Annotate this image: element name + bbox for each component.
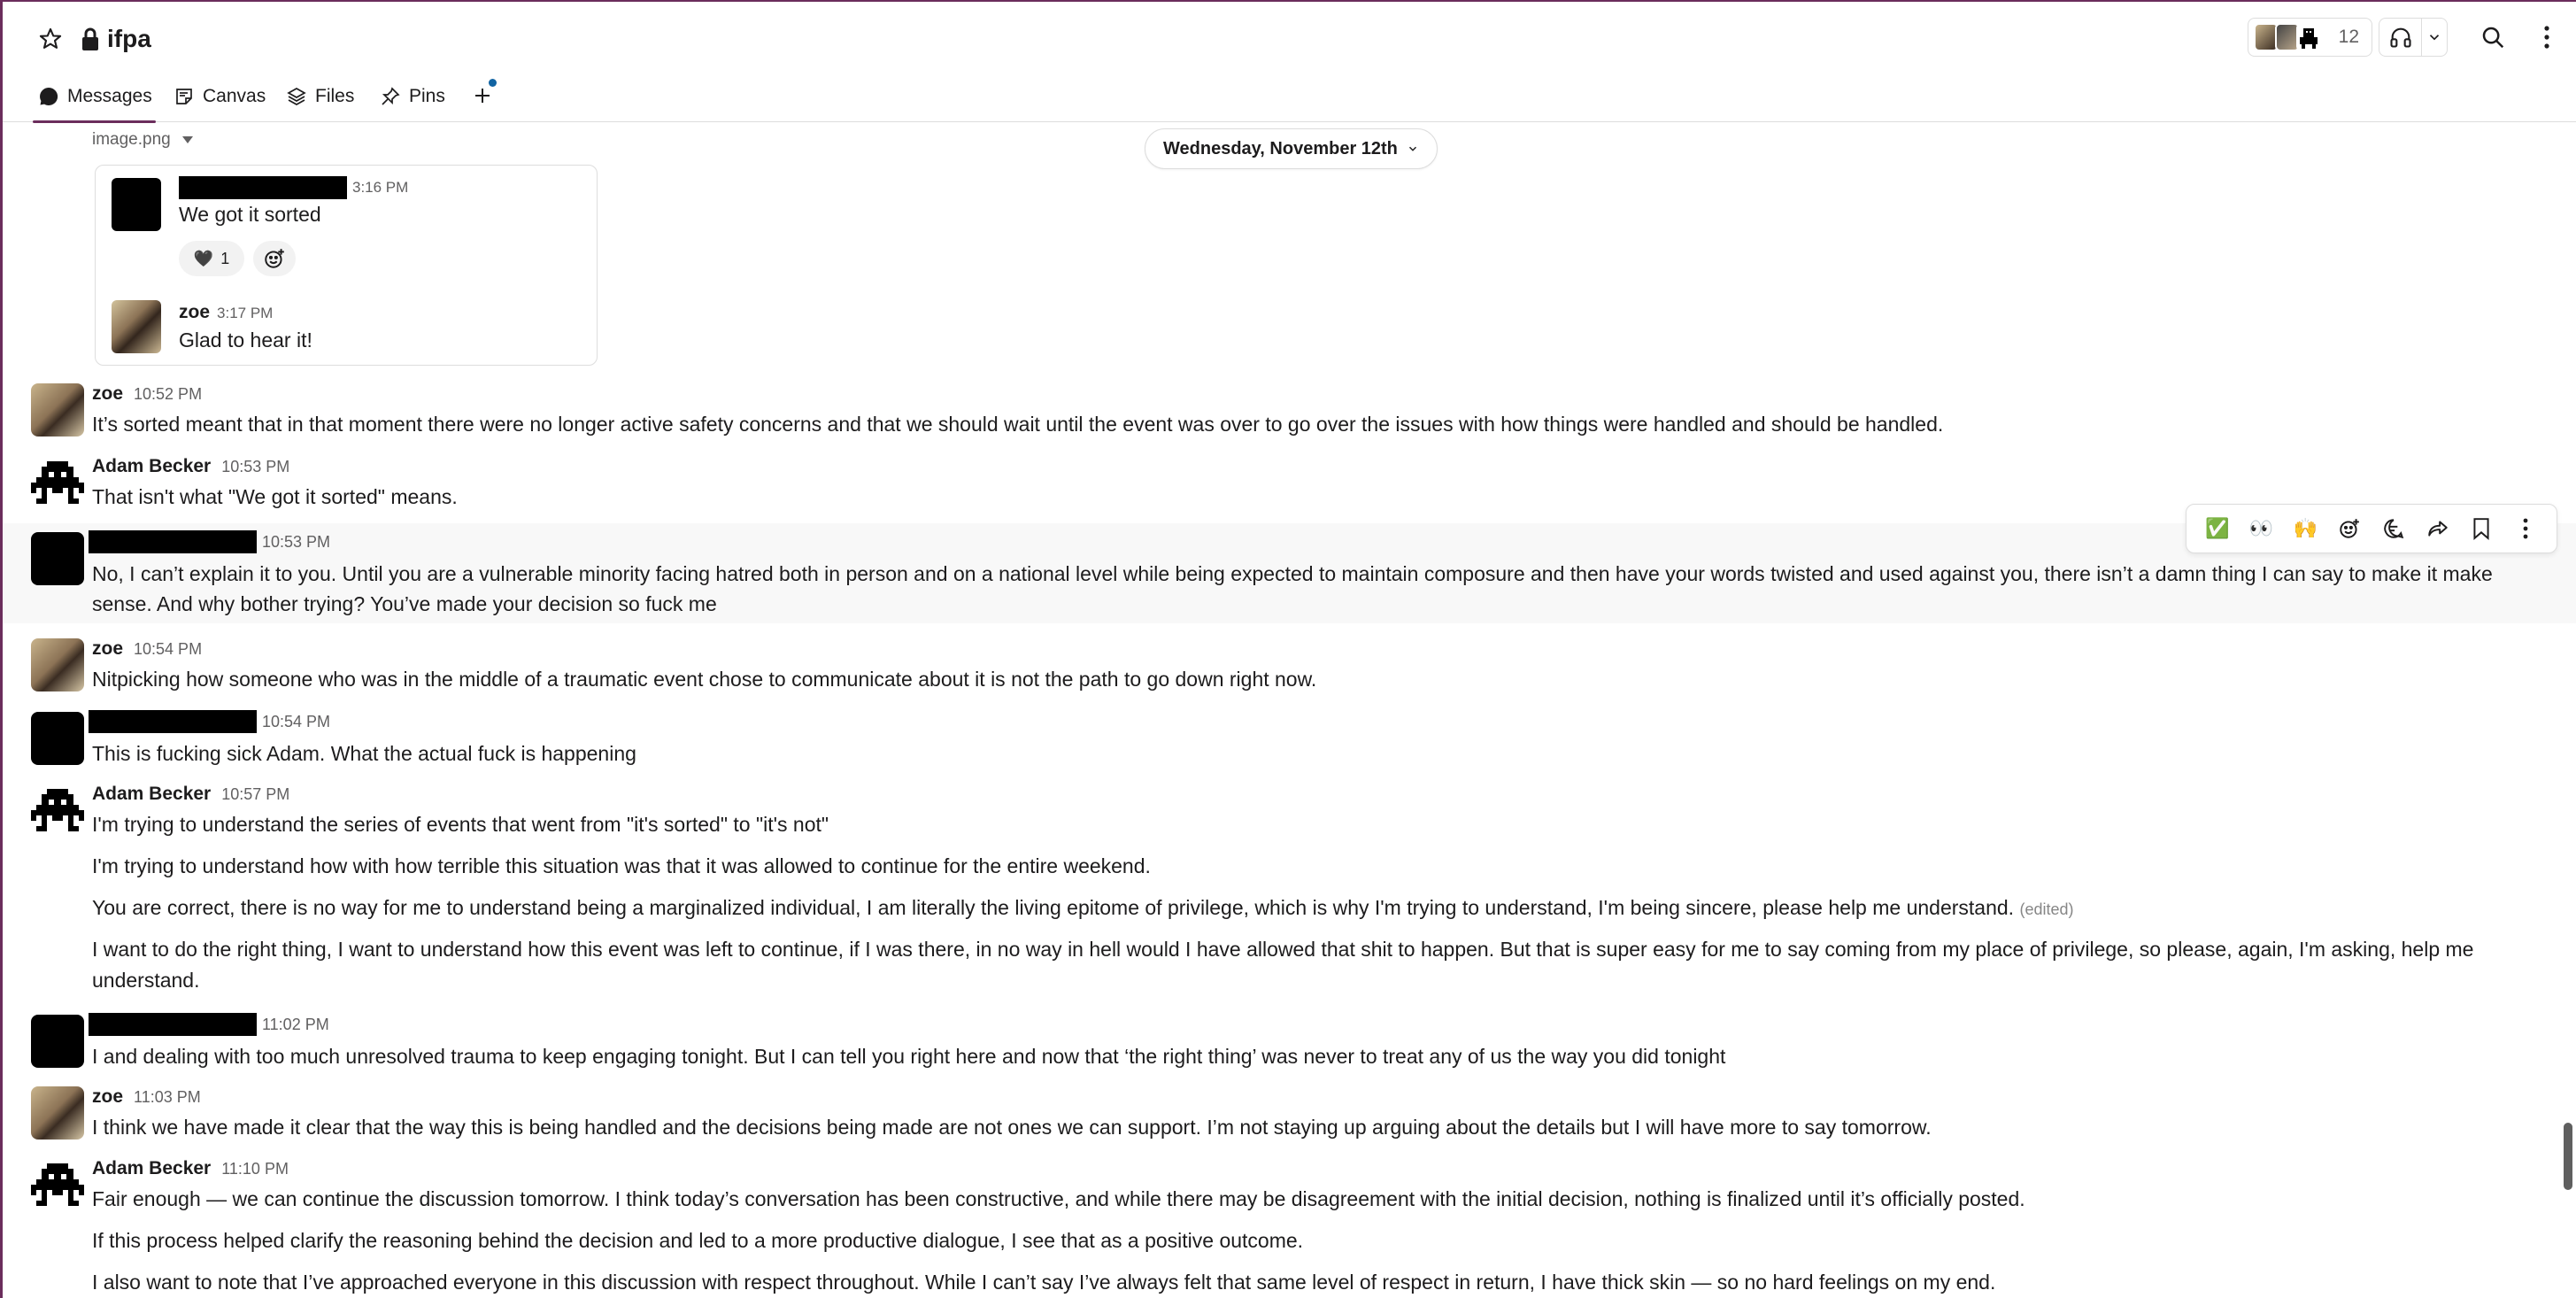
tab-label: Files (315, 86, 355, 106)
check-mark-emoji-button[interactable]: ✅ (2205, 517, 2230, 539)
message-header (179, 176, 408, 199)
message-time: 3:16 PM (352, 179, 409, 196)
search-icon[interactable] (2473, 18, 2512, 57)
message-text: We got it sorted (179, 203, 321, 226)
message-header (89, 1013, 329, 1036)
message-header (92, 456, 289, 477)
message-header (92, 784, 289, 805)
message-time[interactable]: 10:53 PM (221, 458, 290, 475)
message-actions-toolbar (2186, 504, 2557, 553)
author-name[interactable]: Adam Becker (92, 456, 212, 476)
message-text-line: I also want to note that I’ve approached everyone in this discussion with respect throughout. While I can’t say I’ve always felt that same level of respect in return, I have thick skin — so no hard feelings on my end. (92, 1271, 1996, 1294)
reaction-pill[interactable] (179, 241, 244, 276)
notification-dot (489, 79, 497, 87)
author-name[interactable]: Adam Becker (92, 1158, 212, 1178)
message-text-line (92, 892, 2074, 924)
message-text: That isn't what "We got it sorted" means. (92, 485, 458, 508)
member-count: 12 (2338, 27, 2359, 47)
author-name[interactable]: zoe (92, 383, 124, 404)
redacted-name (89, 710, 257, 733)
message-text-line: understand. (92, 969, 200, 992)
edited-label: (edited) (2019, 900, 2074, 918)
bookmark-icon[interactable] (2464, 511, 2499, 546)
attachment-preview[interactable] (95, 165, 598, 366)
message-text-line: If this process helped clarify the reasoning behind the decision and led to a more productive dialogue, I see that as a positive outcome. (92, 1229, 1304, 1252)
reply-thread-icon[interactable] (2376, 511, 2411, 546)
canvas-icon (174, 86, 195, 107)
more-vertical-icon[interactable] (2508, 511, 2543, 546)
message-text-line: I'm trying to understand the series of events that went from "it's sorted" to "it's not" (92, 813, 829, 836)
channel-name-button[interactable] (81, 19, 151, 58)
redacted-name (89, 530, 257, 553)
message-header (92, 1086, 201, 1108)
caret-down-icon[interactable] (181, 135, 194, 145)
message-time[interactable]: 11:03 PM (134, 1088, 201, 1106)
avatar[interactable] (31, 383, 84, 437)
header-actions (2222, 18, 2576, 60)
author-name[interactable]: Adam Becker (92, 784, 212, 804)
message-time[interactable]: 11:02 PM (262, 1015, 329, 1033)
scrollbar-thumb[interactable] (2564, 1123, 2572, 1190)
avatar (112, 178, 161, 231)
avatar[interactable] (31, 1158, 84, 1211)
message-bubble-icon (38, 86, 59, 107)
raised-hands-emoji-button[interactable]: 🙌 (2293, 517, 2318, 539)
message-text-line: I'm trying to understand how with how terrible this situation was that it was allowed to continue for the entire weekend. (92, 854, 1151, 877)
message-header (179, 302, 273, 323)
attachment-name: image.png (92, 130, 171, 149)
avatar[interactable] (31, 638, 84, 691)
pixel-invader-icon (31, 1158, 84, 1211)
message-header (92, 383, 202, 405)
pixel-invader-icon (31, 784, 84, 837)
avatar[interactable] (31, 784, 84, 837)
message-header (92, 1158, 289, 1179)
headphones-icon[interactable] (2379, 18, 2422, 57)
message-text: It’s sorted meant that in that moment there were no longer active safety concerns and that we should wait until the event was over to go over the issues with how things were handled and should be handled. (92, 413, 1944, 436)
avatar[interactable] (31, 1015, 84, 1068)
avatar[interactable] (31, 456, 84, 509)
members-button[interactable] (2248, 18, 2372, 57)
reaction-count: 1 (220, 249, 230, 267)
tab-label: Pins (409, 86, 445, 106)
redacted-name (179, 176, 347, 199)
tab-messages[interactable] (38, 71, 152, 122)
message-time[interactable]: 10:57 PM (221, 785, 290, 803)
pixel-invader-icon (31, 456, 84, 509)
avatar (112, 300, 161, 353)
attachment-header[interactable] (92, 130, 194, 150)
message-header (92, 638, 202, 660)
redacted-name (89, 1013, 257, 1036)
chevron-down-icon[interactable] (2422, 29, 2447, 45)
author-name[interactable]: zoe (92, 638, 124, 659)
message-text-line: sense. And why bother trying? You’ve made your decision so fuck me (92, 592, 717, 615)
message-text-line: I want to do the right thing, I want to understand how this event was left to continue, if I was there, in no way in hell would I have allowed that shit to happen. But that is super easy for me to say coming from my place of privilege, so please, again, I'm asking, help me (92, 938, 2474, 961)
pin-icon (380, 86, 401, 107)
date-divider-label: Wednesday, November 12th (1163, 138, 1398, 158)
avatar (2296, 23, 2321, 51)
chevron-down-icon (1407, 143, 1419, 155)
add-reaction-icon[interactable] (253, 241, 296, 276)
message-text: Nitpicking how someone who was in the middle of a traumatic event chose to communicate about it is not the path to go down right now. (92, 668, 1317, 691)
message-time[interactable]: 10:54 PM (134, 640, 203, 658)
tab-label: Canvas (203, 86, 266, 106)
date-divider-button[interactable] (1145, 128, 1438, 169)
files-stack-icon (286, 86, 307, 107)
message-text-line: Fair enough — we can continue the discussion tomorrow. I think today’s conversation has been constructive, and while there may be disagreement with the initial decision, nothing is finalized until it’s officially posted. (92, 1187, 2025, 1210)
message-header (89, 710, 330, 733)
add-reaction-icon[interactable] (2332, 511, 2367, 546)
avatar[interactable] (31, 1086, 84, 1140)
message-text: I and dealing with too much unresolved trauma to keep engaging tonight. But I can tell you right here and now that ‘the right thing’ was never to treat any of us the way you did tonight (92, 1045, 1726, 1068)
message-time[interactable]: 10:54 PM (262, 712, 331, 730)
message-header (89, 530, 330, 553)
tab-pins[interactable] (380, 71, 445, 122)
message-row[interactable] (3, 1158, 2576, 1298)
avatar[interactable] (31, 532, 84, 585)
message-row[interactable] (3, 784, 2576, 1129)
author-name[interactable]: zoe (92, 1086, 124, 1107)
message-row[interactable] (3, 383, 2576, 445)
channel-header (3, 2, 2576, 71)
message-text: You are correct, there is no way for me to understand being a marginalized individual, I am literally the living epitome of privilege, which is why I'm trying to understand, I'm being sincere, please help me understand. (92, 896, 2015, 919)
message-time[interactable]: 11:10 PM (221, 1160, 289, 1178)
avatar[interactable] (31, 712, 84, 765)
channel-tabs (3, 71, 2576, 122)
message-time: 3:17 PM (217, 305, 274, 321)
more-vertical-icon[interactable] (2534, 18, 2560, 57)
message-row[interactable] (3, 1086, 2576, 1148)
author-name[interactable]: zoe (179, 302, 211, 322)
channel-name: ifpa (107, 25, 151, 52)
share-forward-icon[interactable] (2420, 511, 2456, 546)
black-heart-emoji: 🖤 (193, 249, 214, 267)
plus-icon (472, 85, 493, 106)
message-row[interactable] (3, 638, 2576, 700)
message-text: Glad to hear it! (179, 328, 312, 352)
tab-label: Messages (67, 86, 152, 106)
eyes-emoji-button[interactable]: 👀 (2248, 517, 2274, 539)
message-list (3, 123, 2576, 1298)
message-time[interactable]: 10:52 PM (134, 385, 203, 403)
star-icon[interactable] (31, 19, 70, 58)
message-text: This is fucking sick Adam. What the actual fuck is happening (92, 742, 636, 765)
message-row[interactable] (3, 1013, 2576, 1075)
message-row[interactable] (3, 710, 2576, 772)
message-text-line: No, I can’t explain it to you. Until you are a vulnerable minority facing hatred both in person and on a national level while being expected to maintain composure and then have your words twisted and used against you, there isn’t a damn thing I can say to make it make (92, 562, 2493, 585)
message-text: I think we have made it clear that the way this is being handled and the decisions being made are not ones we can support. I’m not staying up arguing about the details but I will have more to say tomorrow. (92, 1116, 1932, 1139)
tab-canvas[interactable] (174, 71, 266, 122)
lock-icon (81, 27, 100, 51)
member-avatars (2254, 23, 2318, 51)
tab-files[interactable] (286, 71, 354, 122)
huddle-button[interactable] (2379, 18, 2448, 57)
message-time[interactable]: 10:53 PM (262, 532, 331, 551)
